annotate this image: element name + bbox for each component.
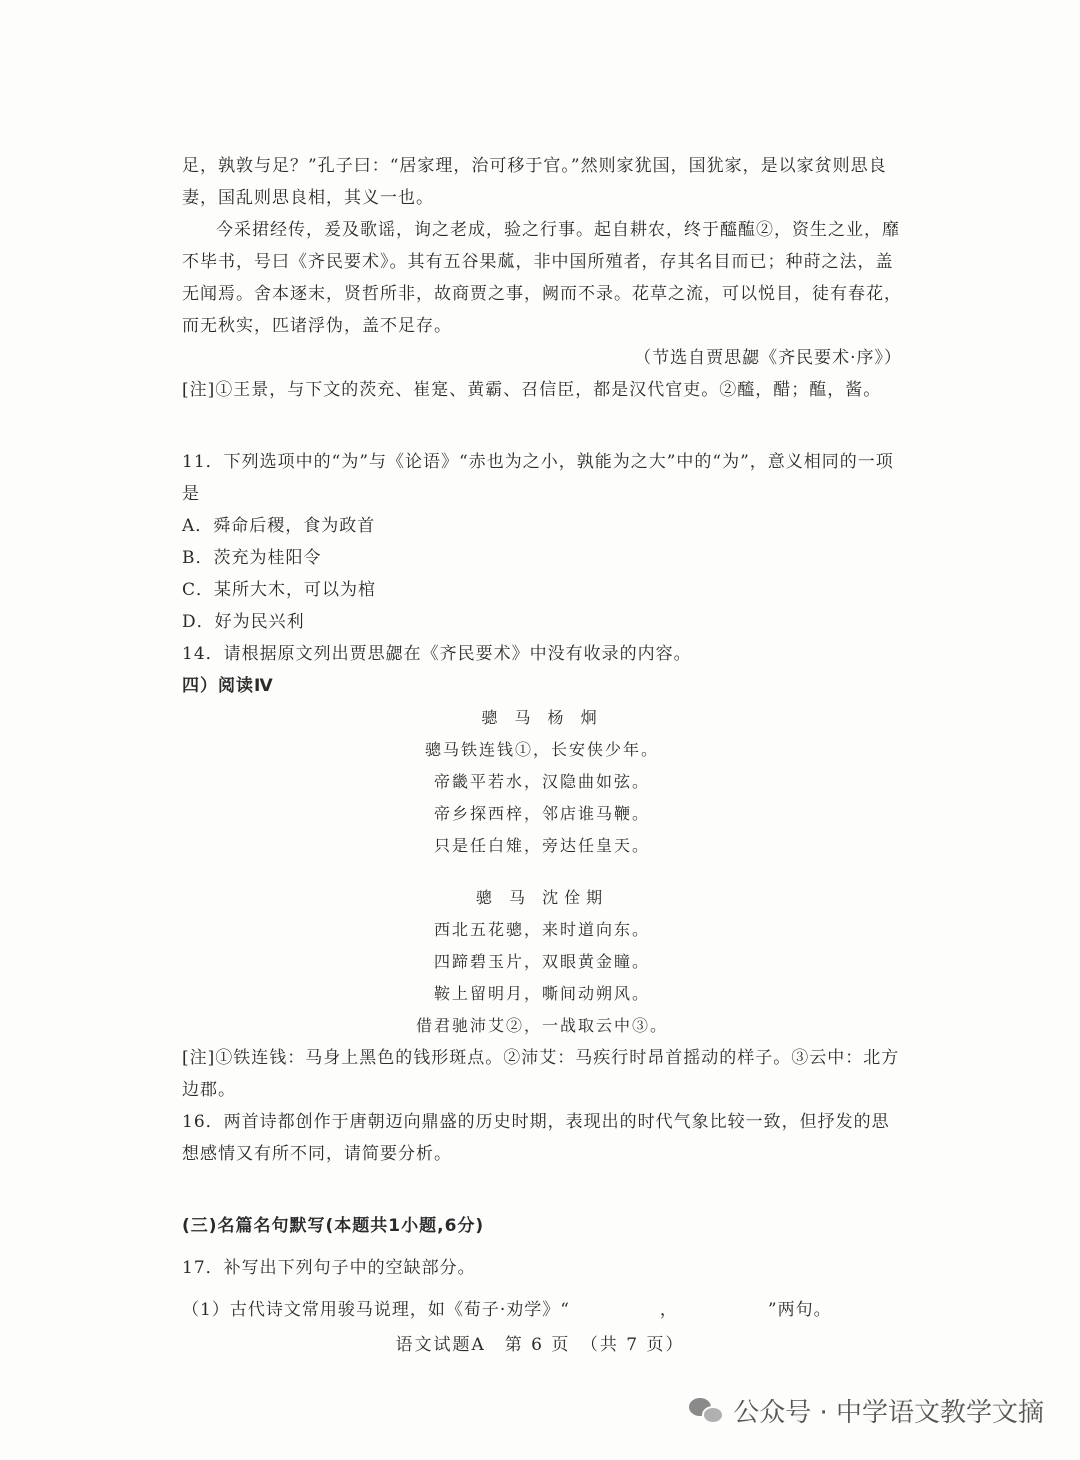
spacer (182, 1170, 902, 1210)
wechat-icon (689, 1396, 725, 1426)
question-11-stem: 11．下列选项中的“为”与《论语》“赤也为之小，孰能为之大”中的“为”，意义相同的一项是 (182, 452, 894, 504)
poem-2-line: 四蹄碧玉片，双眼黄金瞳。 (433, 952, 650, 971)
poem-1-line: 只是任白雉，旁达任皇天。 (433, 836, 650, 855)
spacer (182, 1242, 902, 1252)
question-17-1-comma: ， (659, 1300, 678, 1320)
question-11-option-b: B．茨充为桂阳令 (182, 548, 322, 568)
poem-1-line: 帝畿平若水，汉隐曲如弦。 (433, 772, 650, 791)
poem-1-line: 帝乡探西梓，邻店谁马鞭。 (433, 804, 650, 823)
question-11-option-c: C．某所大木，可以为棺 (182, 580, 377, 600)
poem-2-line: 鞍上留明月，嘶间动朔风。 (433, 984, 650, 1003)
passage-continued: 足，孰敦与足？”孔子曰：“居家理，治可移于官。”然则家犹国，国犹家，是以家贫则思良妻，国乱则思良相，其义一也。 (182, 156, 887, 208)
passage-source: （节选自贾思勰《齐民要术·序》） (634, 348, 902, 368)
poem-2-title: 骢 马 沈佺期 (475, 888, 609, 907)
spacer (182, 406, 902, 446)
poem-note-continued: 边郡。 (182, 1080, 236, 1100)
spacer (182, 862, 902, 882)
question-16: 16．两首诗都创作于唐朝迈向鼎盛的历史时期，表现出的时代气象比较一致，但抒发的思想感情又有所不同，请简要分析。 (182, 1112, 890, 1164)
poem-1 (182, 702, 902, 862)
question-11-option-a: A．舜命后稷，食为政首 (182, 516, 376, 536)
question-17-1-suffix: ”两句。 (767, 1300, 832, 1320)
poem-2-line: 借君驰沛艾②，一战取云中③。 (415, 1016, 668, 1035)
question-17-1-prefix: （1）古代诗文常用骏马说理，如《荀子·劝学》“ (182, 1300, 570, 1320)
question-17: 17．补写出下列句子中的空缺部分。 (182, 1258, 476, 1278)
section-4-heading: 四）阅读Ⅳ (182, 676, 274, 696)
question-14: 14．请根据原文列出贾思勰在《齐民要术》中没有收录的内容。 (182, 644, 692, 664)
poem-1-line: 骢马铁连钱①，长安侠少年。 (424, 740, 659, 759)
passage-note: [注]①王景，与下文的茨充、崔寔、黄霸、召信臣，都是汉代官吏。②醯，醋；醢，酱。 (182, 380, 882, 400)
watermark-text: 公众号 · 中学语文教学文摘 (733, 1398, 1044, 1428)
spacer (182, 1284, 902, 1294)
watermark (689, 1392, 1044, 1429)
question-11-option-d: D．好为民兴利 (182, 612, 305, 632)
poem-2-line: 西北五花骢，来时道向东。 (433, 920, 650, 939)
poem-1-title: 骢 马 杨 炯 (481, 708, 603, 727)
page-footer: 语文试题A 第 6 页 （共 7 页） (395, 1335, 685, 1355)
passage-paragraph: 今采捃经传，爰及歌谣，询之老成，验之行事。起自耕农，终于醯醢②，资生之业，靡不毕书，号曰《齐民要术》。其有五谷果蓏，非中国所殖者，存其名目而已；种莳之法，盖无闻焉。舍本逐末，贤哲所非，故商贾之事，阙而不录。花草之流，可以悦目，徒有春花，而无秋实，匹诸浮伪，盖不足存。 (182, 220, 902, 336)
poem-note: [注]①铁连钱：马身上黑色的钱形斑点。②沛艾：马疾行时昂首摇动的样子。③云中：北方 (182, 1048, 900, 1068)
section-3-heading: (三)名篇名句默写(本题共1小题,6分) (182, 1216, 485, 1236)
question-17-1 (182, 1294, 902, 1326)
page-content (182, 150, 902, 1326)
poem-2 (182, 882, 902, 1042)
